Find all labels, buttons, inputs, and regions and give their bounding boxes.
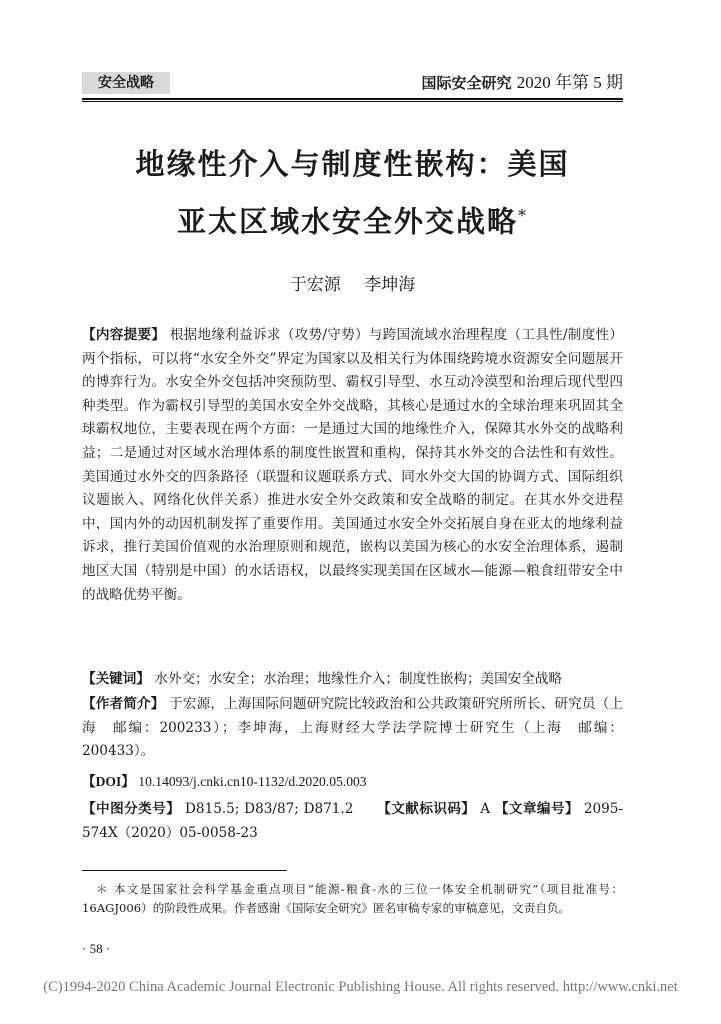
section-tag: 安全战略 [82,72,170,94]
doi-value[interactable]: 10.14093/j.cnki.cn10-1132/d.2020.05.003 [138,774,367,789]
footnote: ＊ 本文是国家社会科学基金重点项目“能源-粮食-水的三位一体安全机制研究”（项目批准号：16AGJ006）的阶段性成果。作者感谢《国际安全研究》匿名审稿专家的审稿意见，文责自负。 [82,882,623,915]
keywords [82,668,623,692]
abstract-label: 【内容提要】 [82,327,166,343]
classification [82,798,623,845]
keywords-label: 【关键词】 [82,671,150,687]
article-number-label: 【文章编号】 [494,801,580,817]
article-title [82,138,623,248]
footnote-rule [82,870,287,871]
copyright-watermark: (C)1994-2020 China Academic Journal Electronic Publishing House. All rights reserved. http://www.cnki.net [43,979,678,995]
doc-code-label: 【文献标识码】 [377,801,476,817]
abstract [82,324,623,607]
issue-label: 2020 年第 5 期 [516,73,623,92]
author-info [82,693,623,764]
doc-code-value: A [480,801,491,817]
title-line-2: 亚太区域水安全外交战略* [176,204,528,239]
doi-label: 【DOI】 [82,774,135,789]
abstract-text: 根据地缘利益诉求（攻势/守势）与跨国流域水治理程度（工具性/制度性）两个指标，可以将“水安全外交”界定为国家以及相关行为体围绕跨境水资源安全问题展开的博弈行为。水安全外交包括冲突预防型、霸权引导型、水互动冷漠型和治理后现代型四种类型。作为霸权引导型的美国水安全外交战略，其核心是通过水的全球治理来巩固其全球霸权地位，主要表现在两个方面：一是通过大国的地缘性介入，保障其水外交的战略利益；二是通过对区域水治理体系的制度性嵌置和重构，保持其水外交的合法性和有效性。美国通过水外交的四条路径（联盟和议题联系方式、同水外交大国的协调方式、国际组织议题嵌入、网络化伙伴关系）推进水安全外交政策和安全战略的制定。在其水外交进程中，国内外的动因机制发挥了重要作用。美国通过水安全外交拓展自身在亚太的地缘利益诉求，推行美国价值观的水治理原则和规范，嵌构以美国为核心的水安全治理体系，遏制地区大国（特别是中国）的水话语权，以最终实现美国在区域水—能源—粮食纽带安全中的战略优势平衡。 [82,327,623,603]
author-info-label: 【作者简介】 [82,696,165,712]
clc-label: 【中图分类号】 [82,801,181,817]
authors: 于宏源 李坤海 [289,275,416,295]
keywords-text: 水外交；水安全；水治理；地缘性介入；制度性嵌构；美国安全战略 [154,671,563,687]
author-info-text: 于宏源，上海国际问题研究院比较政治和公共政策研究所所长、研究员（上海 邮编：200233）；李坤海，上海财经大学法学院博士研究生（上海 邮编：200433）。 [82,696,624,760]
title-line-1: 地缘性介入与制度性嵌构：美国 [135,147,570,181]
title-footnote-mark: * [518,206,528,225]
journal-header [422,72,624,94]
page-number: · 58 · [82,941,111,956]
header-rule-thin [82,101,623,102]
clc-value: D815.5; D83/87; D871.2 [185,801,354,817]
article-number-value: 2095-574X（2020）05-0058-23 [82,801,624,841]
doi [82,770,623,794]
journal-name: 国际安全研究 [421,74,512,92]
header-rule [82,98,623,100]
